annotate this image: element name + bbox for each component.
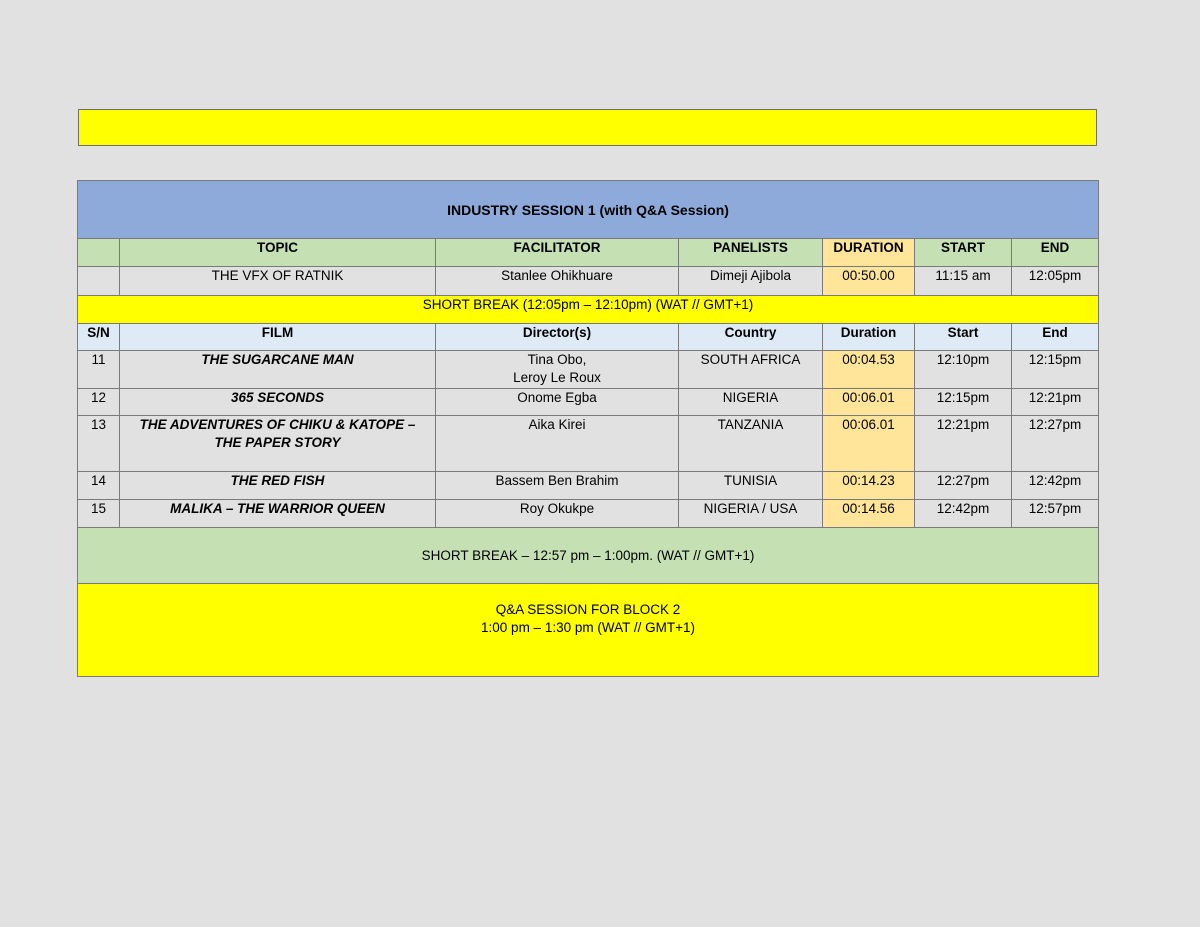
qa-session-block [78,584,1099,677]
schedule-table [77,180,1099,677]
table-row [78,389,1099,416]
film-title: MALIKA – THE WARRIOR QUEEN [120,500,436,528]
film-directors: Aika Kirei [436,416,679,472]
industry-panelists: Dimeji Ajibola [679,267,823,296]
film-title: 365 SECONDS [120,389,436,416]
table-row [78,500,1099,528]
industry-end: 12:05pm [1012,267,1099,296]
qa-session-time: 1:00 pm – 1:30 pm (WAT // GMT+1) [481,620,695,635]
film-start: 12:27pm [915,472,1012,500]
film-end: 12:42pm [1012,472,1099,500]
table-row [78,416,1099,472]
film-directors: Bassem Ben Brahim [436,472,679,500]
film-directors: Roy Okukpe [436,500,679,528]
film-title: THE RED FISH [120,472,436,500]
industry-start: 11:15 am [915,267,1012,296]
industry-session-title: INDUSTRY SESSION 1 (with Q&A Session) [78,181,1099,239]
header-duration: DURATION [823,239,915,267]
film-sn: 12 [78,389,120,416]
film-sn: 13 [78,416,120,472]
film-end: 12:57pm [1012,500,1099,528]
short-break-2: SHORT BREAK – 12:57 pm – 1:00pm. (WAT // GMT+1) [78,528,1099,584]
top-yellow-banner [78,109,1097,146]
industry-duration: 00:50.00 [823,267,915,296]
industry-row-blank [78,267,120,296]
header-film-start: Start [915,324,1012,351]
header-directors: Director(s) [436,324,679,351]
header-film-end: End [1012,324,1099,351]
film-end: 12:15pm [1012,351,1099,389]
header-film: FILM [120,324,436,351]
film-duration: 00:06.01 [823,416,915,472]
film-end: 12:27pm [1012,416,1099,472]
film-title-line: THE PAPER STORY [214,435,341,450]
film-sn: 14 [78,472,120,500]
film-title [120,416,436,472]
film-start: 12:15pm [915,389,1012,416]
header-start: START [915,239,1012,267]
film-title-line: THE ADVENTURES OF CHIKU & KATOPE – [139,417,416,432]
header-sn: S/N [78,324,120,351]
film-title: THE SUGARCANE MAN [120,351,436,389]
film-start: 12:42pm [915,500,1012,528]
header-panelists: PANELISTS [679,239,823,267]
film-duration: 00:06.01 [823,389,915,416]
film-start: 12:10pm [915,351,1012,389]
table-row [78,472,1099,500]
director-line: Tina Obo, [527,352,587,367]
film-duration: 00:04.53 [823,351,915,389]
header-film-duration: Duration [823,324,915,351]
industry-topic: THE VFX OF RATNIK [120,267,436,296]
header-country: Country [679,324,823,351]
film-country: TUNISIA [679,472,823,500]
film-duration: 00:14.23 [823,472,915,500]
industry-header-blank [78,239,120,267]
header-facilitator: FACILITATOR [436,239,679,267]
film-country: NIGERIA / USA [679,500,823,528]
film-duration: 00:14.56 [823,500,915,528]
film-sn: 11 [78,351,120,389]
table-row [78,351,1099,389]
header-topic: TOPIC [120,239,436,267]
header-end: END [1012,239,1099,267]
film-country: NIGERIA [679,389,823,416]
films-header-row [78,324,1099,351]
qa-session-title: Q&A SESSION FOR BLOCK 2 [495,602,681,617]
short-break-1: SHORT BREAK (12:05pm – 12:10pm) (WAT // GMT+1) [78,296,1099,324]
film-country: SOUTH AFRICA [679,351,823,389]
film-country: TANZANIA [679,416,823,472]
film-start: 12:21pm [915,416,1012,472]
director-line: Leroy Le Roux [513,370,601,385]
film-directors [436,351,679,389]
industry-row [78,267,1099,296]
film-directors: Onome Egba [436,389,679,416]
film-sn: 15 [78,500,120,528]
film-end: 12:21pm [1012,389,1099,416]
industry-facilitator: Stanlee Ohikhuare [436,267,679,296]
industry-header-row [78,239,1099,267]
